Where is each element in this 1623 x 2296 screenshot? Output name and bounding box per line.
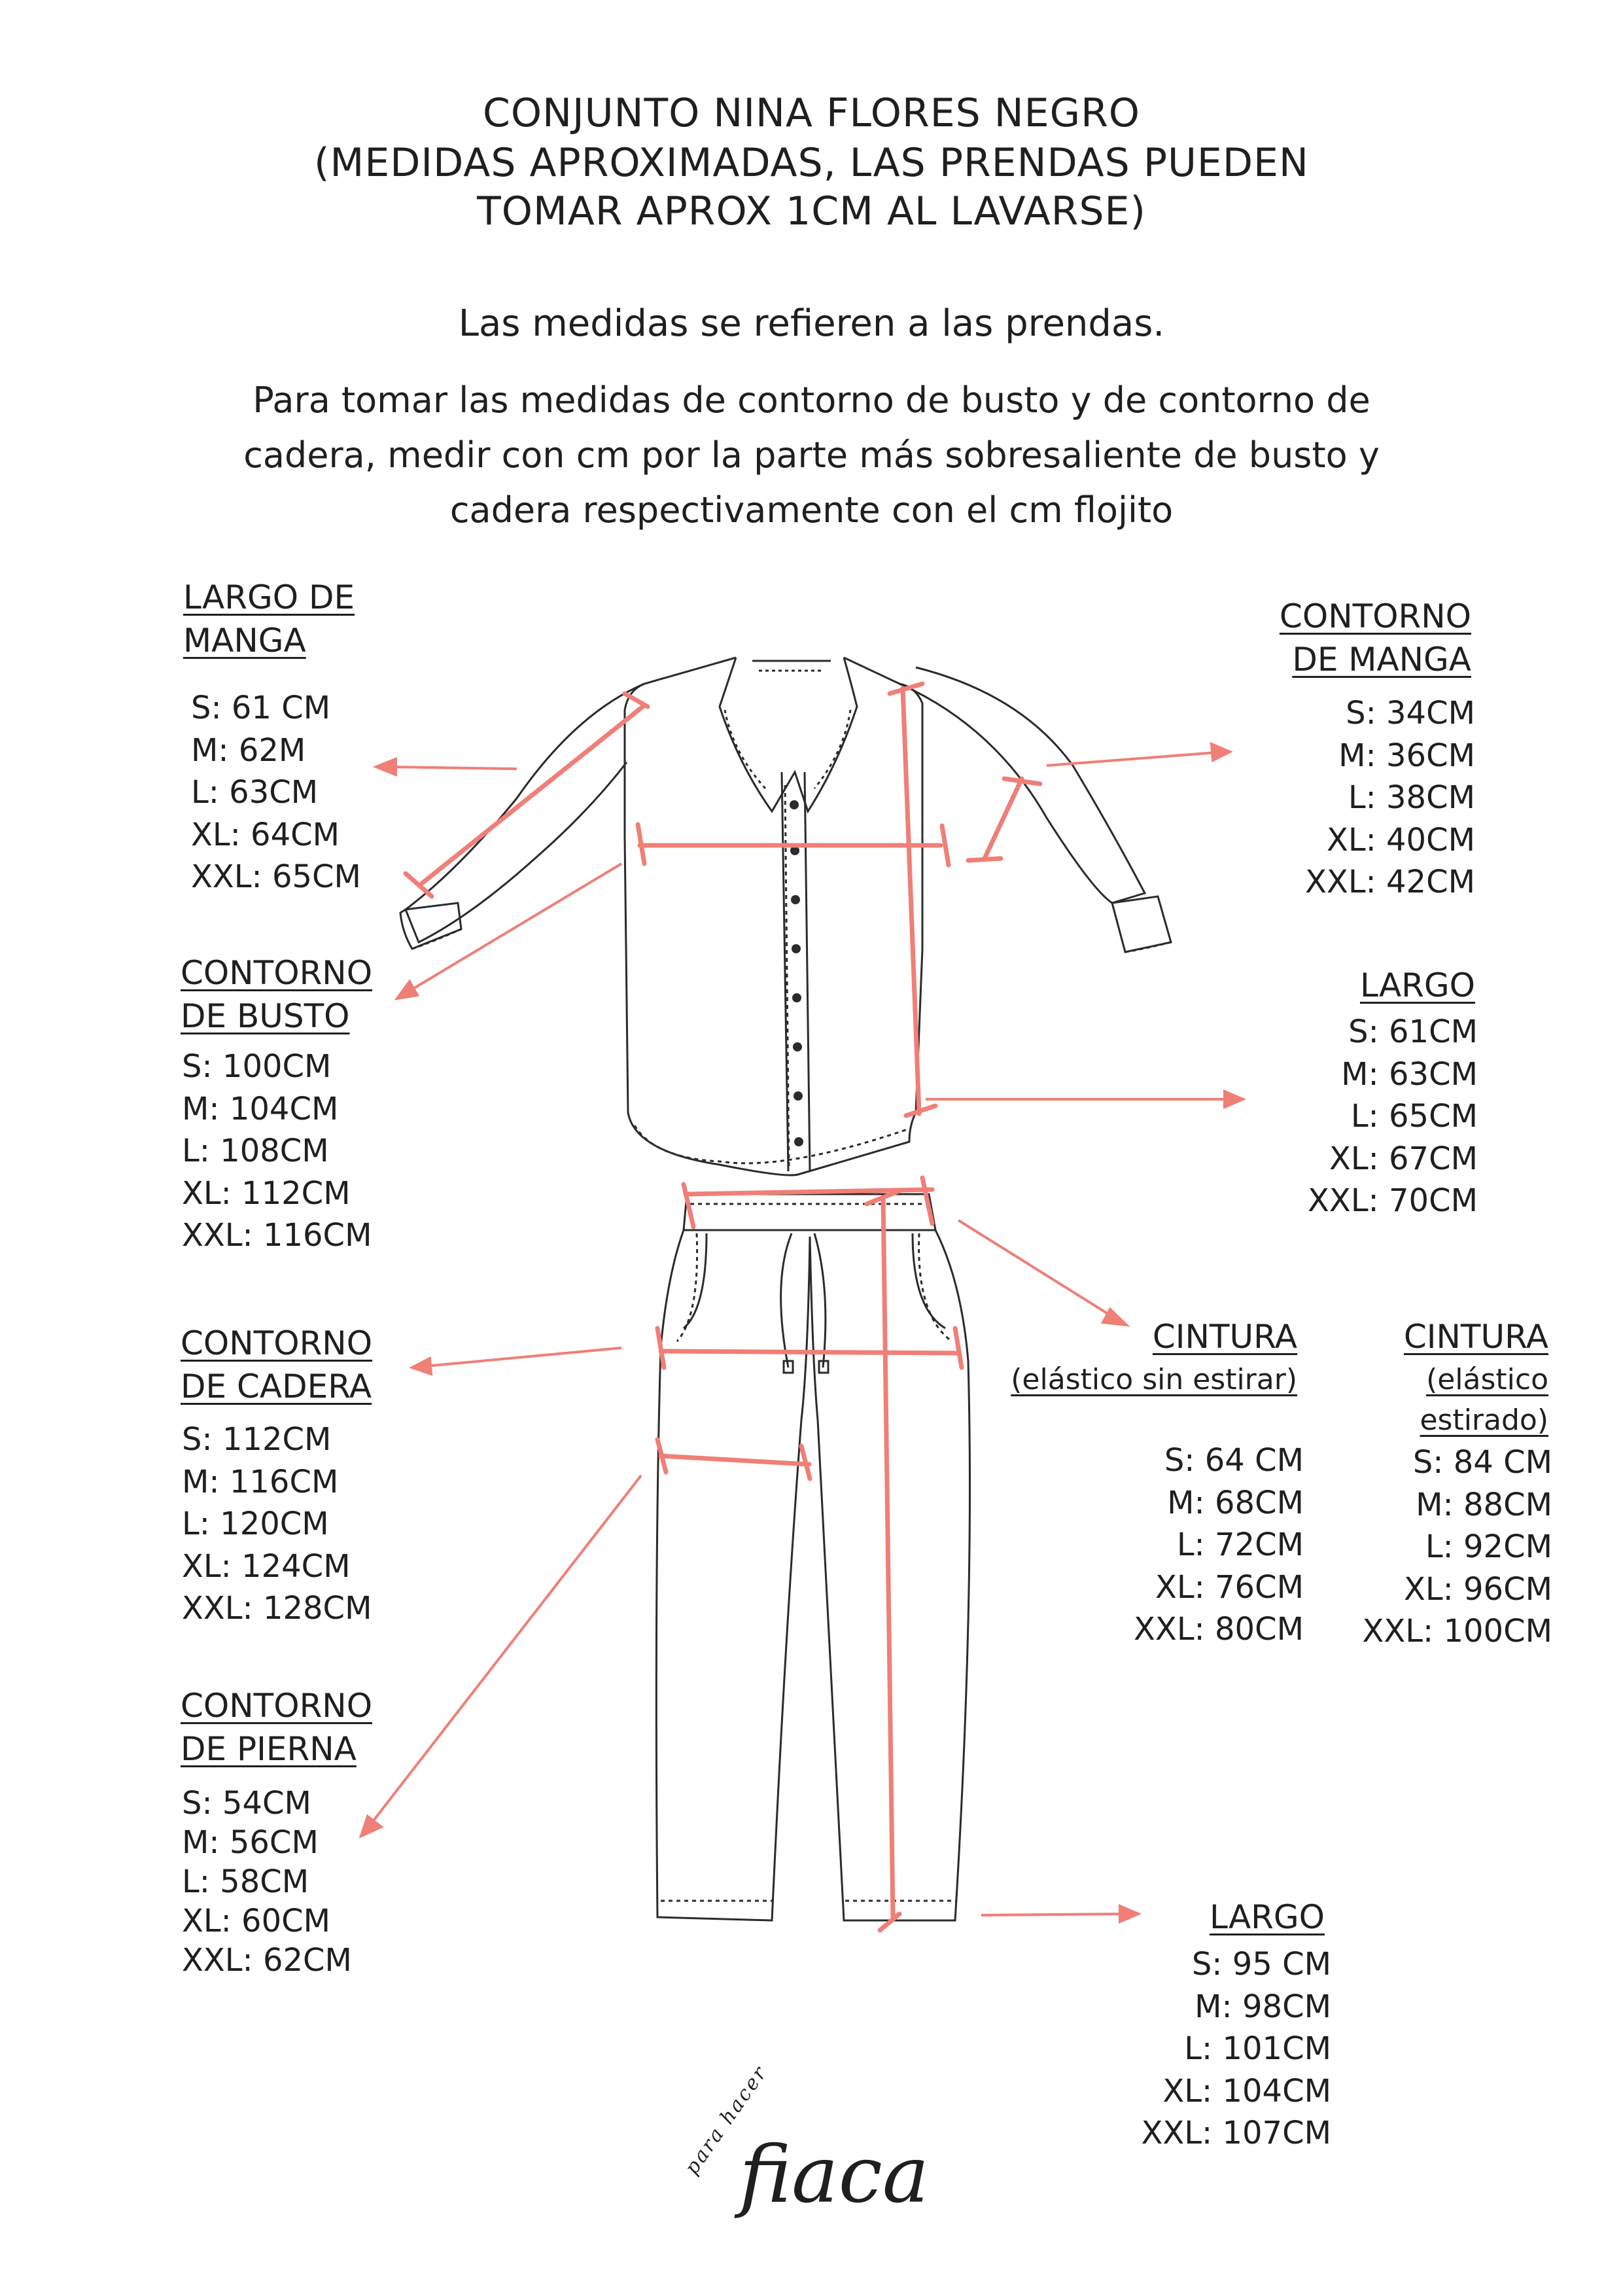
contorno-pierna-heading-line2: DE PIERNA bbox=[181, 1730, 357, 1768]
brand-logo bbox=[680, 2061, 955, 2244]
cintura-sin-estirar-heading-line2: (elástico sin estirar) bbox=[1011, 1363, 1297, 1396]
size-value: XL: 124CM bbox=[182, 1547, 351, 1585]
contorno-busto-heading-line2: DE BUSTO bbox=[181, 997, 350, 1035]
size-value: XXL: 80CM bbox=[1134, 1611, 1304, 1648]
cintura-estirado-heading-line3: estirado) bbox=[1420, 1404, 1548, 1437]
size-value: M: 104CM bbox=[182, 1090, 339, 1127]
largo-manga-heading-line2: MANGA bbox=[183, 622, 306, 660]
measurement-lines bbox=[406, 684, 1040, 1930]
document-title: CONJUNTO NINA FLORES NEGRO bbox=[482, 90, 1140, 136]
intro-line-3: cadera respectivamente con el cm flojito bbox=[449, 489, 1174, 531]
size-value: L: 108CM bbox=[182, 1133, 329, 1169]
size-value: XXL: 65CM bbox=[191, 858, 361, 895]
document-subtitle: Las medidas se refieren a las prendas. bbox=[458, 302, 1165, 345]
size-value: S: 100CM bbox=[182, 1048, 332, 1085]
cintura-estirado-values bbox=[1363, 1441, 1552, 1653]
size-value: S: 95 CM bbox=[1191, 1946, 1331, 1983]
size-value: XL: 104CM bbox=[1162, 2072, 1331, 2110]
contorno-pierna-values bbox=[182, 1784, 352, 1980]
size-value: M: 56CM bbox=[182, 1824, 319, 1861]
size-value: XL: 96CM bbox=[1403, 1570, 1552, 1608]
brand-logo-tagline: para hacer bbox=[680, 2061, 773, 2180]
size-value: XXL: 42CM bbox=[1305, 864, 1475, 900]
size-value: XL: 60CM bbox=[182, 1903, 331, 1939]
size-value: S: 34CM bbox=[1346, 695, 1475, 732]
brand-logo-wordmark: fiaca bbox=[739, 2130, 930, 2221]
size-value: XL: 76CM bbox=[1155, 1568, 1304, 1606]
size-value: L: 72CM bbox=[1176, 1527, 1304, 1563]
callout-arrows bbox=[361, 744, 1243, 1922]
contorno-manga-values bbox=[1305, 692, 1475, 904]
size-value: L: 92CM bbox=[1425, 1528, 1552, 1565]
pants-line-art bbox=[656, 1194, 969, 1920]
contorno-manga-heading-line1: CONTORNO bbox=[1279, 597, 1471, 635]
largo-camisa-heading: LARGO bbox=[1359, 966, 1475, 1004]
size-value: M: 36CM bbox=[1338, 737, 1475, 774]
size-value: XL: 64CM bbox=[191, 816, 340, 853]
size-value: M: 88CM bbox=[1416, 1486, 1552, 1523]
size-value: L: 65CM bbox=[1350, 1098, 1478, 1135]
contorno-cadera-heading-line2: DE CADERA bbox=[181, 1368, 372, 1405]
size-value: S: 112CM bbox=[182, 1421, 332, 1458]
size-value: S: 54CM bbox=[182, 1785, 311, 1822]
size-value: XXL: 107CM bbox=[1141, 2115, 1331, 2151]
size-value: L: 101CM bbox=[1184, 2030, 1331, 2067]
size-value: XL: 40CM bbox=[1326, 821, 1475, 858]
size-value: M: 98CM bbox=[1195, 1988, 1331, 2025]
size-value: S: 84 CM bbox=[1412, 1444, 1552, 1481]
size-value: XXL: 100CM bbox=[1362, 1613, 1552, 1650]
contorno-cadera-heading-line1: CONTORNO bbox=[181, 1324, 373, 1362]
size-value: L: 120CM bbox=[182, 1506, 329, 1542]
size-value: XXL: 70CM bbox=[1308, 1182, 1478, 1219]
size-value: S: 61CM bbox=[1348, 1014, 1478, 1050]
size-value: XXL: 116CM bbox=[182, 1217, 372, 1254]
size-value: L: 63CM bbox=[191, 774, 319, 811]
largo-manga-values bbox=[191, 687, 361, 898]
intro-line-2: cadera, medir con cm por la parte más sobresaliente de busto y bbox=[243, 434, 1380, 476]
document-note-line1: (MEDIDAS APROXIMADAS, LAS PRENDAS PUEDEN bbox=[314, 140, 1309, 186]
size-value: L: 38CM bbox=[1348, 779, 1475, 816]
intro-line-1: Para tomar las medidas de contorno de busto y de contorno de bbox=[253, 380, 1370, 421]
cintura-sin-estirar-heading-line1: CINTURA bbox=[1152, 1318, 1297, 1356]
size-value: L: 58CM bbox=[182, 1863, 309, 1900]
document-note-line2: TOMAR APROX 1CM AL LAVARSE) bbox=[477, 188, 1146, 234]
size-value: M: 62M bbox=[191, 732, 306, 769]
size-value: XXL: 62CM bbox=[182, 1942, 352, 1979]
contorno-cadera-values bbox=[182, 1419, 372, 1630]
cintura-estirado-heading-line2: (elástico bbox=[1426, 1363, 1548, 1396]
largo-camisa-values bbox=[1308, 1011, 1478, 1222]
contorno-busto-heading-line1: CONTORNO bbox=[181, 954, 373, 992]
cintura-estirado-heading-line1: CINTURA bbox=[1403, 1318, 1548, 1356]
size-value: S: 61 CM bbox=[191, 690, 331, 726]
size-value: XL: 67CM bbox=[1329, 1140, 1478, 1177]
size-value: XXL: 128CM bbox=[182, 1590, 372, 1627]
shirt-buttons bbox=[790, 800, 803, 1146]
contorno-busto-values bbox=[182, 1046, 372, 1257]
size-value: XL: 112CM bbox=[182, 1174, 351, 1212]
size-value: M: 116CM bbox=[182, 1463, 339, 1500]
largo-pantalon-heading: LARGO bbox=[1209, 1898, 1325, 1936]
size-value: M: 68CM bbox=[1167, 1484, 1304, 1521]
shirt-line-art bbox=[400, 658, 1171, 1175]
largo-pantalon-values bbox=[1142, 1943, 1331, 2155]
largo-manga-heading-line1: LARGO DE bbox=[183, 578, 355, 616]
size-value: M: 63CM bbox=[1341, 1055, 1478, 1093]
contorno-pierna-heading-line1: CONTORNO bbox=[181, 1687, 373, 1725]
contorno-manga-heading-line2: DE MANGA bbox=[1292, 641, 1471, 679]
cintura-sin-estirar-values bbox=[1134, 1439, 1304, 1651]
size-value: S: 64 CM bbox=[1164, 1442, 1304, 1479]
